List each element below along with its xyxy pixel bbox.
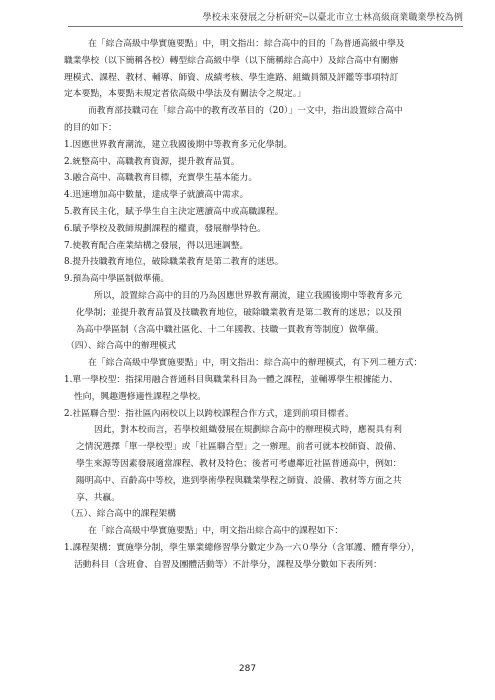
text-line: 陽明高中、百齡高中等校，進到學術學程與職業學程之師資、設備、教材等方面之共 bbox=[76, 475, 402, 486]
paragraph-reform-purpose bbox=[64, 103, 469, 137]
text-line: 學生來源等因素發展適當課程、教材及特色；後者可考慮鄰近社區普通高中，例如： bbox=[76, 458, 402, 469]
text-line: 之情況選擇「單一學校型」或「社區聯合型」之一辦理。前者可就本校師資、設備、 bbox=[76, 442, 402, 453]
list-item: 3.融合高中、高職教育目標，充實學生基本能力。 bbox=[64, 173, 258, 184]
modes-list bbox=[64, 372, 469, 422]
goals-list bbox=[64, 137, 469, 288]
list-item: 8.提升技職教育地位，破除職業教育是第二教育的迷思。 bbox=[64, 257, 284, 268]
list-item-continuation: 活動科目（含班會、自習及團體活動等）不計學分，課程及學分數如下表所列： bbox=[74, 559, 382, 570]
list-item: 4.迅速增加高中數量，達成學子就讀高中需求。 bbox=[64, 190, 249, 201]
list-item: 2.統整高中、高職教育資源，提升教育品質。 bbox=[64, 156, 240, 167]
text-line: 而教育部技職司在「綜合高中的教育改革目的（20）」一文中，指出設置綜合高中 bbox=[88, 106, 403, 117]
header-rule bbox=[68, 26, 463, 27]
paragraph-school-analysis bbox=[64, 422, 469, 506]
paragraph-implementation-purpose bbox=[64, 36, 469, 103]
list-item-continuation: 性向，興趣選修適性課程之學校。 bbox=[74, 391, 206, 402]
page-body bbox=[64, 36, 469, 574]
list-item: 1.課程架構：實施學分制，學生畢業總修習學分數定少為一六０學分（含軍護、體育學分）， bbox=[64, 542, 420, 553]
curriculum-list bbox=[64, 540, 469, 574]
text-line: 所以，設置綜合高中的目的乃為因應世界教育潮流，建立我國後期中等教育多元 bbox=[94, 290, 402, 301]
page-number: 287 bbox=[238, 664, 257, 674]
text-line: 為高中學區制（含高中職社區化、十二年國教、技職一貫教育等制度）做準備。 bbox=[76, 324, 384, 335]
list-item: 6.賦予學校及教師規劃課程的權責，發展辦學特色。 bbox=[64, 223, 266, 234]
text-line: 理模式、課程、教材、輔導、師資、成績考核、學生進路、組織員額及評鑑等事項特訂 bbox=[64, 72, 399, 83]
text-line: 職業學校（以下簡稱各校）轉型綜合高級中學（以下簡稱綜合高中）及綜合高中有關辦 bbox=[64, 55, 399, 66]
list-item: 2.社區聯合型：指社區內兩校以上以跨校課程合作方式，達到前項目標者。 bbox=[64, 408, 354, 419]
text-line: 化學制；並提升教育品質及技職教育地位，破除職業教育是第二教育的迷思；以及預 bbox=[76, 307, 402, 318]
list-item: 1.因應世界教育潮流，建立我國後期中等教育多元化學制。 bbox=[64, 139, 293, 150]
text-line: 在「綜合高級中學實施要點」中，明文指出：綜合高中的目的「為普通高級中學及 bbox=[88, 39, 405, 49]
section-heading-operation-mode: （四）、綜合高中的辦理模式 bbox=[66, 341, 176, 352]
paragraph-summary bbox=[64, 288, 469, 338]
list-item: 5.教育民主化，賦予學生自主決定選讀高中或高職課程。 bbox=[64, 206, 284, 217]
list-item: 9.預為高中學區制做準備。 bbox=[64, 274, 170, 285]
list-item: 7.使教育配合產業結構之發展，得以迅速調整。 bbox=[64, 240, 249, 251]
text-line: 在「綜合高級中學實施要點」中，明文指出綜合高中的課程如下： bbox=[88, 526, 344, 537]
list-item: 1.單一學校型：指採用融合普通科目與職業科目為一體之課程，並輔導學生根據能力、 bbox=[64, 374, 398, 385]
text-line: 的目的如下： bbox=[64, 122, 117, 133]
text-line: 享、共贏。 bbox=[76, 492, 120, 503]
running-header: 學校未來發展之分析研究─以臺北市立士林高級商業職業學校為例 bbox=[202, 13, 463, 23]
text-line: 因此，對本校而言，若學校組織發展在規劃綜合高中的辦理模式時，應視具有利 bbox=[94, 425, 402, 436]
text-line: 定本要點，本要點未規定者依高級中學法及有關法令之規定。」 bbox=[64, 89, 306, 100]
text-line: 在「綜合高級中學實施要點」中，明文指出：綜合高中的辦理模式，有下列二種方式： bbox=[88, 358, 423, 369]
section-heading-curriculum: （五）、綜合高中的課程架構 bbox=[66, 509, 176, 520]
